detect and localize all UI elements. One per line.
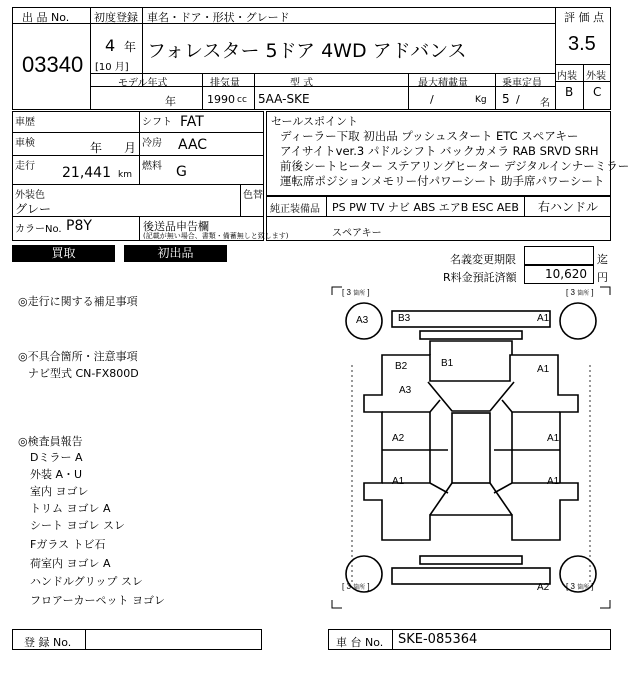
first-reg-year-unit: 年 — [124, 40, 137, 54]
lot-no-label: 出 品 No. — [22, 11, 70, 24]
sales-point-line-1: ディーラー下取 初出品 プッシュスタート ETC スペアキー — [280, 129, 579, 143]
capacity-value: 5 — [502, 92, 510, 106]
name-change-unit: 迄 — [597, 253, 608, 266]
car-name-label: 車名・ドア・形状・グレード — [147, 11, 290, 24]
damage-mark: B3 — [398, 313, 411, 324]
equipment-value: PS PW TV ナビ ABS エアB ESC AEB — [332, 201, 519, 214]
inspector-item-8: ハンドルグリップ スレ — [30, 575, 143, 588]
max-load-label: 最大積載量 — [418, 78, 468, 89]
recycle-unit: 円 — [597, 271, 608, 284]
capacity-label: 乗車定員 — [502, 78, 542, 89]
chassis-no-value: SKE-085364 — [398, 632, 478, 647]
inspection-label: 車検 — [15, 138, 35, 149]
capacity-sep: / — [516, 93, 520, 106]
inspector-item-5: シート ヨゴレ スレ — [30, 519, 125, 532]
type-value: 5AA-SKE — [258, 92, 310, 106]
name-change-label: 名義変更期限 — [450, 253, 516, 266]
sales-points-title: セールスポイント — [271, 115, 359, 128]
defect-item: ナビ型式 CN-FX800D — [28, 367, 139, 380]
fuel-label: 燃料 — [142, 161, 162, 172]
max-load-unit: Kg — [475, 95, 487, 105]
post-item-value: スペアキー — [332, 228, 382, 239]
inspector-item-7: 荷室内 ヨゴレ A — [30, 557, 111, 570]
damage-mark: B1 — [441, 358, 454, 369]
recycle-label: R料金預託済額 — [443, 271, 517, 284]
interior-label: 内装 — [557, 71, 577, 82]
interior-grade: B — [565, 85, 574, 99]
damage-mark: A1 — [537, 313, 550, 324]
exterior-label: 外装 — [586, 71, 606, 82]
history-label: 車歴 — [15, 117, 35, 128]
corner-count-bl: [ 3 箇所 ] — [342, 582, 370, 591]
color-change-label: 色替 — [243, 190, 263, 201]
chassis-no-label: 車 台 No. — [336, 636, 384, 649]
displacement-label: 排気量 — [210, 78, 240, 89]
name-change-box — [524, 246, 594, 265]
recycle-value: 10,620 — [545, 267, 587, 281]
inspector-item-6: Fガラス トビ石 — [30, 538, 106, 551]
first-reg-label: 初度登録 — [94, 11, 138, 24]
inspector-item-9: フロアーカーペット ヨゴレ — [30, 594, 165, 607]
damage-mark: A1 — [537, 364, 550, 375]
reg-no-label: 登 録 No. — [24, 636, 72, 649]
first-reg-year: 4 — [105, 36, 116, 55]
model-year-unit: 年 — [165, 95, 176, 108]
handle-side: 右ハンドル — [538, 200, 599, 214]
damage-mark: B2 — [395, 361, 408, 372]
equipment-label: 純正装備品 — [270, 204, 320, 215]
inspector-item-3: 室内 ヨゴレ — [30, 485, 89, 498]
shift-value: FAT — [180, 114, 204, 130]
corner-count-tr: [ 3 箇所 ] — [566, 288, 594, 297]
displacement-value: 1990 — [207, 93, 235, 106]
damage-mark: A2 — [537, 582, 550, 593]
color-label: 外装色 — [15, 190, 45, 201]
inspector-item-2: 外装 A・U — [30, 468, 83, 481]
displacement-unit: cc — [237, 95, 247, 105]
listed-badge: 初出品 — [124, 245, 227, 262]
damage-mark: A1 — [547, 476, 560, 487]
lot-no: 03340 — [22, 52, 84, 77]
color-value: グレー — [15, 202, 52, 216]
damage-mark: A2 — [392, 433, 405, 444]
inspector-report-title: ◎検査員報告 — [18, 435, 83, 448]
shift-label: シフト — [142, 117, 172, 128]
defect-notes-title: ◎不具合箇所・注意事項 — [18, 350, 138, 363]
inspector-item-4: トリム ヨゴレ A — [30, 502, 111, 515]
damage-mark: A3 — [356, 315, 369, 326]
damage-mark: A1 — [547, 433, 560, 444]
exterior-grade: C — [593, 85, 602, 99]
first-reg-month: [10 月] — [95, 62, 129, 73]
ac-label: 冷房 — [142, 138, 162, 149]
inspection-month: 月 — [124, 141, 137, 155]
score-value: 3.5 — [568, 33, 596, 55]
max-load-sep: / — [430, 93, 434, 106]
model-year-label: モデル年式 — [118, 78, 168, 89]
damage-mark: A1 — [392, 476, 405, 487]
inspection-year: 年 — [90, 141, 103, 155]
score-label: 評 価 点 — [564, 11, 604, 24]
sales-point-line-2: アイサイトver.3 パドルシフト バックカメラ RAB SRVD SRH — [280, 144, 599, 158]
mileage-unit: km — [118, 170, 132, 180]
capacity-unit: 名 — [540, 98, 550, 109]
sales-point-line-4: 運転席ポジションメモリー付パワーシート 助手席パワーシート — [280, 174, 605, 188]
post-items-label: 後送品申告欄 — [143, 220, 209, 233]
mileage-value: 21,441 — [62, 165, 111, 181]
sales-point-line-3: 前後シートヒーター ステアリングヒーター デジタルインナーミラー — [280, 159, 630, 173]
car-damage-diagram — [330, 285, 612, 610]
inspector-item-1: Dミラー A — [30, 451, 83, 464]
color-no-value: P8Y — [66, 218, 92, 234]
ac-value: AAC — [178, 137, 208, 153]
type-label: 型 式 — [290, 78, 314, 89]
fuel-value: G — [176, 164, 187, 180]
car-name: フォレスター 5ドア 4WD アドバンス — [147, 40, 467, 62]
post-items-note: (記載が無い場合、書類・備蓄無しと致します) — [143, 232, 289, 240]
buy-badge: 買取 — [12, 245, 115, 262]
corner-count-br: [ 3 箇所 ] — [566, 582, 594, 591]
corner-count-tl: [ 3 箇所 ] — [342, 288, 370, 297]
driving-notes-title: ◎走行に関する補足事項 — [18, 295, 138, 308]
color-no-label: カラーNo. — [15, 224, 62, 235]
damage-mark: A3 — [399, 385, 412, 396]
mileage-label: 走行 — [15, 161, 35, 172]
